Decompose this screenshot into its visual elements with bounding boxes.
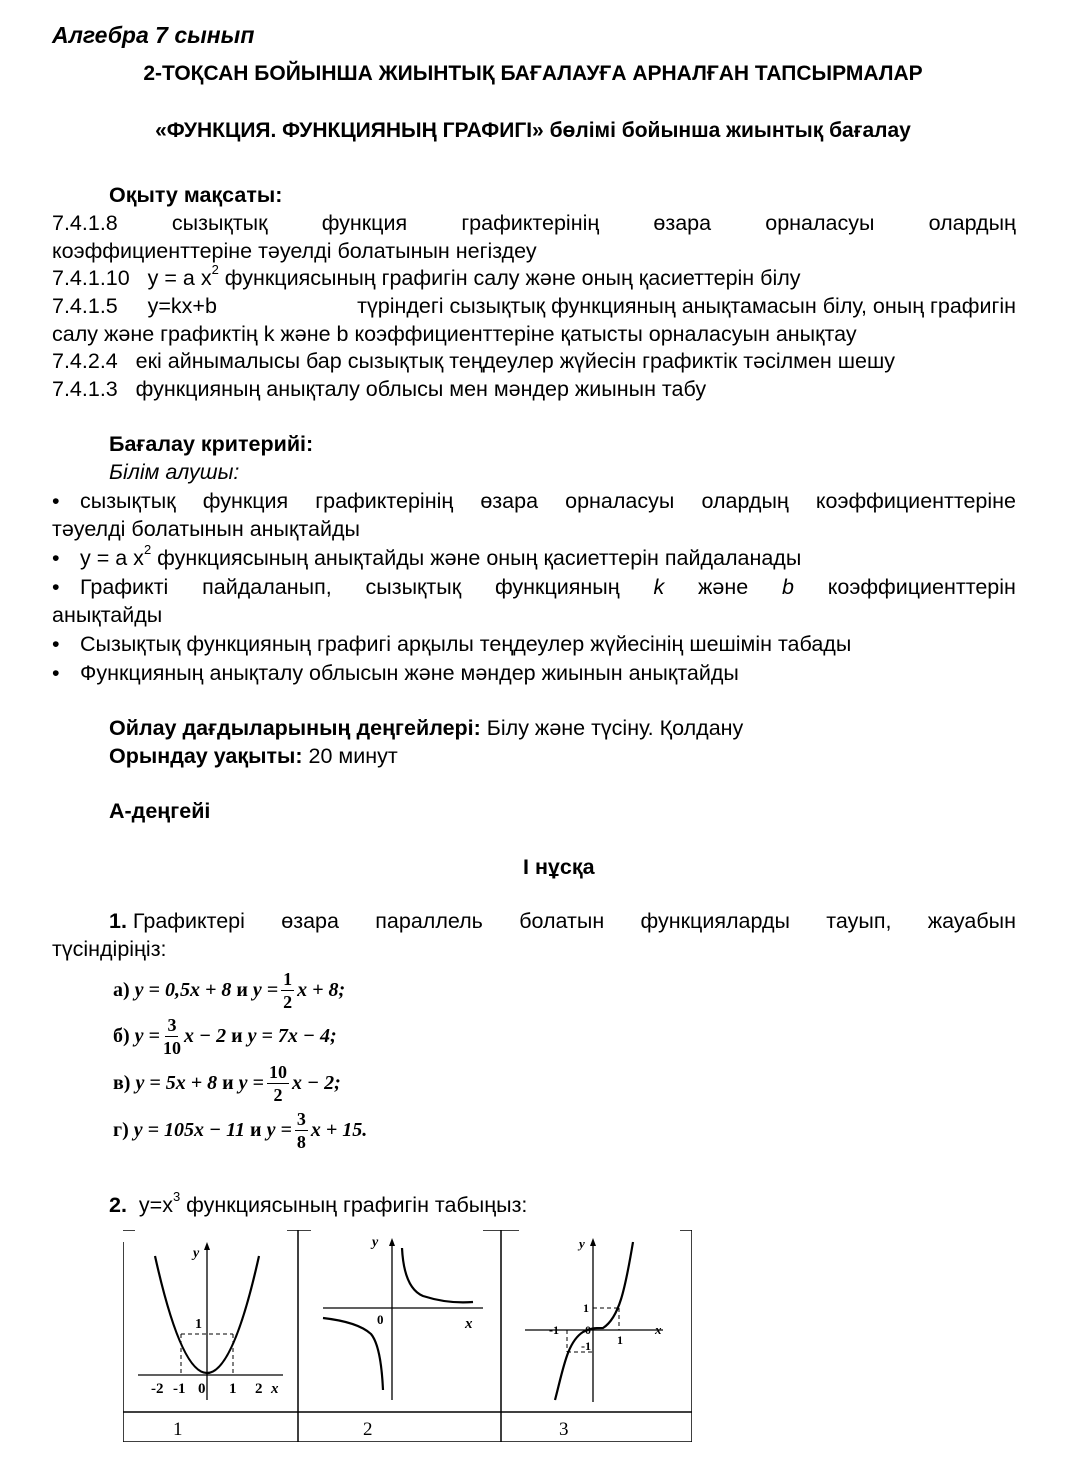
objective-code: 7.4.1.5 — [52, 294, 118, 318]
criterion-text: Сызықтық функцияның графигі арқылы теңдеулер жүйесінің шешімін табады — [80, 632, 852, 656]
criterion-word: функцияның — [494, 575, 620, 599]
criterion-word: сызықтық — [365, 575, 462, 599]
tick-label: -2 — [151, 1381, 164, 1397]
criterion-1-cont: тәуелді болатынын анықтайды — [52, 517, 360, 541]
denominator: 2 — [273, 1085, 283, 1105]
formula: y = 105x − 11 — [133, 1119, 246, 1141]
criterion-5 — [52, 661, 739, 686]
hyperbola-branch — [323, 1318, 383, 1390]
denominator: 10 — [162, 1038, 181, 1058]
document-title: 2-ТОҚСАН БОЙЫНША ЖИЫНТЫҚ БАҒАЛАУҒА АРНАЛҒАН ТАПСЫРМАЛАР — [143, 62, 923, 85]
tick-label: 1 — [617, 1333, 623, 1347]
y-arrow-icon — [204, 1242, 210, 1250]
cubic-curve — [555, 1242, 633, 1400]
criterion-text: сызықтық функция графиктерінің өзара орналасуы олардың коэффициенттеріне — [80, 489, 1016, 513]
numerator: 1 — [283, 969, 293, 989]
tick-label: 1 — [583, 1301, 589, 1315]
criterion-exponent: 2 — [143, 542, 152, 557]
objective-3-cont: салу және графиктің k және b коэффициенттеріне қатысты орналасуын анықтау — [52, 322, 857, 346]
bullet-icon: • — [52, 632, 60, 656]
graph-options-table — [123, 1230, 692, 1442]
variant-heading: І нұсқа — [523, 855, 595, 879]
criterion-1 — [52, 489, 1016, 514]
formula: y=x — [138, 1193, 173, 1217]
tick-label: 2 — [255, 1381, 263, 1397]
exponent: 3 — [172, 1189, 181, 1204]
task-number: 1. — [109, 909, 127, 933]
axis-label: y — [579, 1236, 585, 1251]
fraction — [267, 1063, 289, 1104]
conjunction: и — [222, 1072, 234, 1094]
numerator: 10 — [268, 1062, 287, 1082]
formula: y = 0,5x + 8 — [134, 979, 232, 1001]
criterion-text: Функцияның анықталу облысын және мәндер жиынын анықтайды — [80, 661, 739, 685]
task-word: функцияларды — [640, 909, 790, 933]
option-label: б) — [113, 1025, 130, 1047]
objective-1 — [52, 211, 1016, 236]
axis-label: x — [465, 1316, 473, 1332]
task-word: өзара — [281, 909, 339, 933]
objective-word: өзара — [653, 211, 712, 235]
objective-text: түріндегі сызықтық функцияның анықтамасын білу, оның графигін — [357, 294, 1016, 318]
objective-code: 7.4.1.10 — [52, 266, 130, 290]
bullet-icon: • — [52, 661, 60, 685]
task-1a — [113, 970, 345, 1011]
graph-1-parabola[interactable] — [138, 1242, 283, 1400]
bullet-icon: • — [52, 546, 60, 570]
axis-label: y — [372, 1235, 379, 1250]
objective-word: графиктерінің — [461, 211, 600, 235]
task-1-prompt — [109, 909, 1016, 934]
task-1c — [113, 1063, 341, 1104]
option-number[interactable]: 1 — [173, 1419, 183, 1440]
conjunction: и — [236, 979, 248, 1001]
objective-word: 7.4.1.8 — [52, 211, 118, 235]
formula: x − 2 — [183, 1025, 227, 1047]
criteria-heading: Бағалау критерийі: — [109, 432, 314, 456]
objective-exponent: 2 — [211, 262, 219, 277]
axis-label: x — [271, 1381, 279, 1397]
tick-label: 1 — [195, 1317, 202, 1332]
criterion-var-b: b — [781, 575, 794, 599]
graph-3-cubic[interactable] — [525, 1236, 663, 1402]
objectives-heading: Оқыту мақсаты: — [109, 183, 283, 207]
fraction — [295, 1110, 308, 1151]
objective-5: 7.4.1.3 функцияның анықталу облысы мен мәндер жиынын табу — [52, 377, 707, 401]
skills-label: Ойлау дағдыларының деңгейлері: — [109, 716, 481, 740]
option-label: а) — [113, 979, 130, 1001]
formula: x − 2; — [291, 1072, 341, 1094]
skills-value: Білу және түсіну. Қолдану — [486, 716, 744, 740]
denominator: 2 — [283, 992, 293, 1012]
criterion-3-cont: анықтайды — [52, 603, 163, 627]
hyperbola-branch — [402, 1248, 473, 1302]
task-1-prompt-cont: түсіндіріңіз: — [52, 937, 167, 961]
table-grid — [123, 1230, 692, 1442]
criterion-formula: y = a x — [80, 546, 144, 570]
option-label: в) — [113, 1072, 131, 1094]
tick-label: 0 — [198, 1381, 206, 1397]
formula: x + 8; — [297, 979, 346, 1001]
formula: y = — [266, 1119, 292, 1141]
option-label: г) — [113, 1119, 129, 1141]
objective-word: олардың — [928, 211, 1016, 235]
bullet-icon: • — [52, 489, 60, 513]
option-number[interactable]: 3 — [559, 1419, 569, 1440]
criterion-2 — [52, 542, 802, 571]
criterion-word: және — [698, 575, 749, 599]
criterion-var-k: k — [653, 575, 665, 599]
time-line — [109, 744, 398, 769]
criterion-word: пайдаланып, — [202, 575, 332, 599]
tick-label: -1 — [581, 1339, 591, 1353]
objective-3 — [52, 294, 1016, 319]
numerator: 3 — [167, 1015, 177, 1035]
skills-line — [109, 716, 743, 741]
task-number: 2. — [109, 1193, 127, 1217]
task-2-prompt — [109, 1189, 528, 1218]
y-arrow-icon — [389, 1238, 395, 1246]
formula: y = — [252, 979, 279, 1001]
learner-label: Білім алушы: — [109, 460, 240, 484]
conjunction: и — [231, 1025, 243, 1047]
task-word: жауабын — [927, 909, 1016, 933]
time-label: Орындау уақыты: — [109, 744, 303, 768]
tick-label: 0 — [585, 1323, 591, 1337]
tick-label: -1 — [549, 1323, 559, 1337]
graph-options-svg — [123, 1230, 692, 1442]
objective-word: функция — [321, 211, 408, 235]
formula: y = 7x − 4; — [247, 1025, 337, 1047]
criterion-4 — [52, 632, 851, 657]
tick-label: 1 — [229, 1381, 237, 1397]
numerator: 3 — [296, 1109, 306, 1129]
y-arrow-icon — [590, 1238, 596, 1246]
formula: y = — [238, 1072, 264, 1094]
tick-label: -1 — [173, 1381, 186, 1397]
axis-label: x — [655, 1322, 662, 1337]
objective-2 — [52, 262, 801, 291]
objective-text: функциясының графигін салу және оның қасиеттерін білу — [224, 266, 801, 290]
objective-formula: y=kx+b — [147, 294, 217, 318]
objective-1-cont: коэффициенттеріне тәуелді болатынын негіздеу — [52, 239, 537, 263]
task-word: Графиктері — [132, 909, 245, 933]
time-value: 20 минут — [308, 744, 398, 768]
graph-2-hyperbola[interactable] — [323, 1235, 483, 1400]
task-text: функциясының графигін табыңыз: — [186, 1193, 528, 1217]
formula: y = 5x + 8 — [135, 1072, 218, 1094]
criterion-word: Графикті — [80, 575, 169, 599]
option-number[interactable]: 2 — [363, 1419, 373, 1440]
criterion-3 — [52, 575, 1016, 600]
formula: x + 15. — [310, 1119, 368, 1141]
axis-label: y — [193, 1246, 200, 1261]
document-subtitle: «ФУНКЦИЯ. ФУНКЦИЯНЫҢ ГРАФИГІ» бөлімі бойынша жиынтық бағалау — [155, 119, 911, 142]
formula: y = — [134, 1025, 160, 1047]
criterion-text: функциясының анықтайды және оның қасиеттерін пайдаланады — [157, 546, 802, 570]
level-heading: А-деңгейі — [109, 799, 211, 823]
conjunction: и — [250, 1119, 262, 1141]
task-word: болатын — [519, 909, 605, 933]
task-word: параллель — [375, 909, 483, 933]
tick-label: 0 — [377, 1312, 384, 1327]
bullet-icon: • — [52, 575, 60, 599]
fraction — [163, 1016, 181, 1057]
subject-title: Алгебра 7 сынып — [52, 22, 255, 48]
criterion-word: коэффициенттерін — [827, 575, 1016, 599]
objective-word: сызықтық — [171, 211, 268, 235]
task-1b — [113, 1016, 337, 1057]
fraction — [281, 970, 294, 1011]
task-1d — [113, 1110, 367, 1151]
task-word: тауып, — [826, 909, 892, 933]
objective-formula: y = a x — [147, 266, 212, 290]
objective-4: 7.4.2.4 екі айнымалысы бар сызықтық теңдеулер жүйесін графиктік тәсілмен шешу — [52, 349, 895, 373]
denominator: 8 — [296, 1132, 306, 1152]
objective-word: орналасуы — [765, 211, 875, 235]
